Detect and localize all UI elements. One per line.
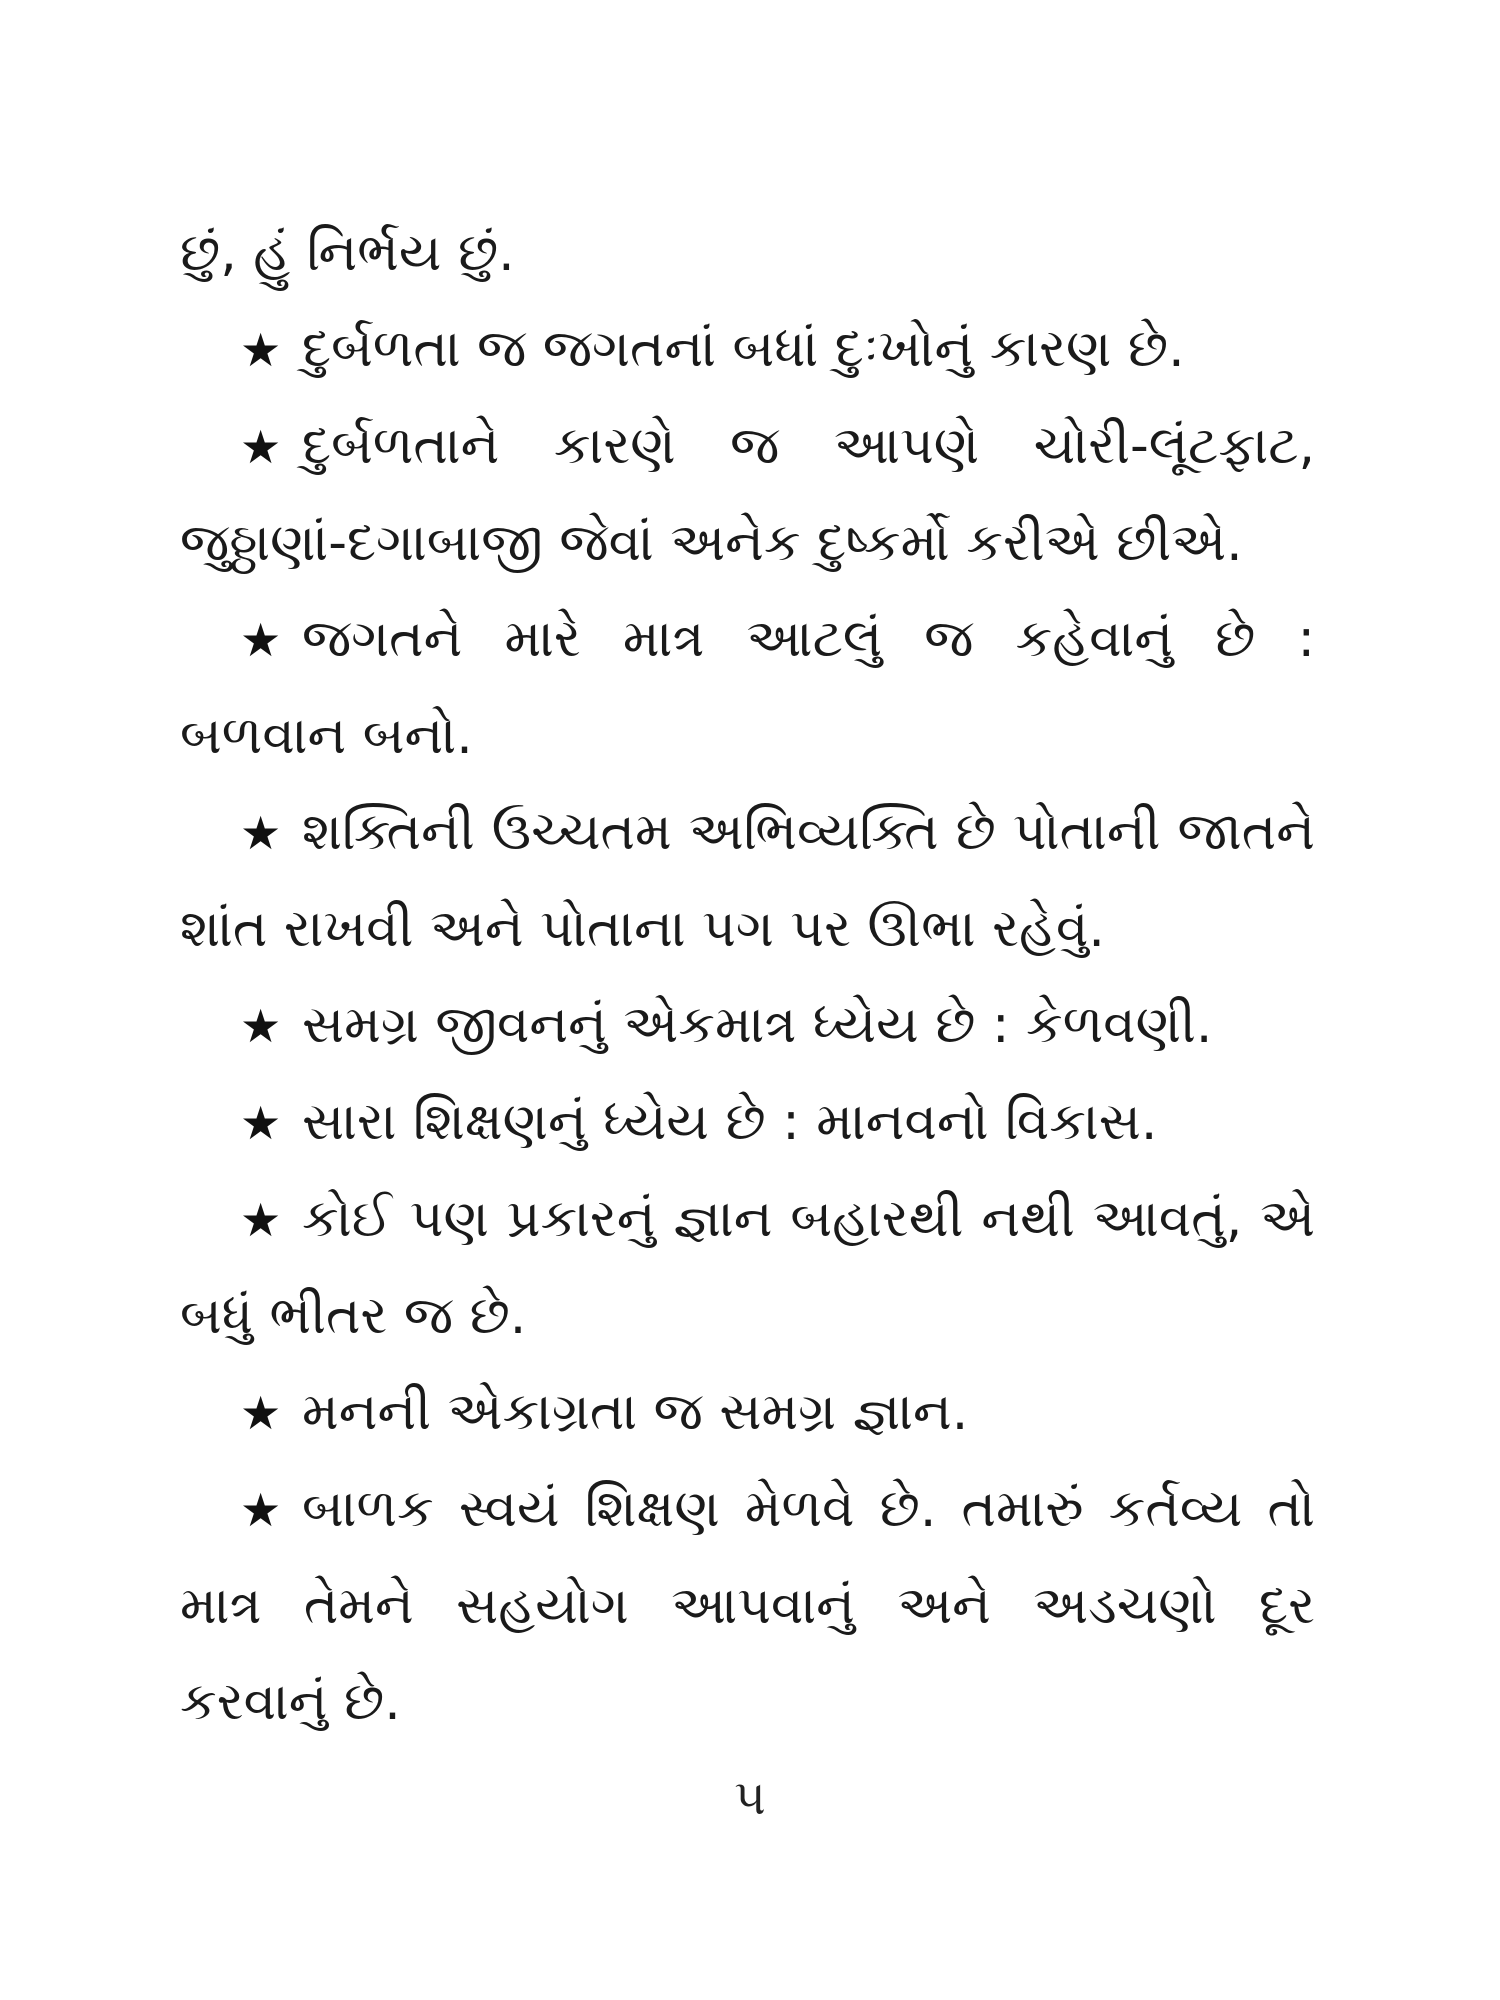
page-number: ૫ — [734, 1770, 766, 1826]
paragraph-text: છું, હું નિર્ભય છું. — [180, 223, 515, 283]
paragraph-text: કોઈ પણ પ્રકારનું જ્ઞાન બહારથી નથી આવતું, એ બધું ભીતર જ છે. — [180, 1189, 1315, 1346]
paragraph-text: સારા શિક્ષણનું ધ્યેય છે : માનવનો વિકાસ. — [302, 1092, 1158, 1152]
paragraph-text: દુર્બળતાને કારણે જ આપણે ચોરી-લૂંટફાટ, જુઠ્ઠાણાં-દગાબાજી જેવાં અનેક દુષ્કર્મો કરીએ છીએ. — [180, 416, 1315, 573]
star-icon: ★ — [240, 1096, 282, 1150]
star-icon: ★ — [240, 806, 282, 860]
bullet-paragraph — [180, 1364, 1315, 1461]
star-icon: ★ — [240, 420, 282, 474]
paragraph-text: શક્તિની ઉચ્ચતમ અભિવ્યક્તિ છે પોતાની જાતને શાંત રાખવી અને પોતાના પગ પર ઊભા રહેવું. — [180, 802, 1315, 959]
star-icon: ★ — [240, 999, 282, 1053]
paragraph-text: બાળક સ્વયં શિક્ષણ મેળવે છે. તમારું કર્તવ્ય તો માત્ર તેમને સહયોગ આપવાનું અને અડચણો દૂર કરવાનું છે. — [180, 1479, 1315, 1732]
page-body — [180, 205, 1315, 1765]
paragraph-text: જગતને મારે માત્ર આટલું જ કહેવાનું છે : બળવાન બનો. — [180, 609, 1315, 766]
bullet-paragraph — [180, 591, 1315, 784]
bullet-paragraph — [180, 977, 1315, 1074]
bullet-paragraph — [180, 1461, 1315, 1750]
star-icon: ★ — [240, 1483, 282, 1537]
paragraph-text: દુર્બળતા જ જગતનાં બધાં દુઃખોનું કારણ છે. — [302, 319, 1185, 379]
bullet-paragraph — [180, 1074, 1315, 1171]
star-icon: ★ — [240, 1386, 282, 1440]
paragraph-text: સમગ્ર જીવનનું એકમાત્ર ધ્યેય છે : કેળવણી. — [302, 995, 1213, 1055]
bullet-paragraph — [180, 301, 1315, 398]
paragraph-continuation — [180, 205, 1315, 301]
star-icon: ★ — [240, 613, 282, 667]
star-icon: ★ — [240, 1193, 282, 1247]
bullet-paragraph — [180, 784, 1315, 977]
paragraph-text: મનની એકાગ્રતા જ સમગ્ર જ્ઞાન. — [302, 1382, 969, 1442]
star-icon: ★ — [240, 323, 282, 377]
bullet-paragraph — [180, 1171, 1315, 1364]
bullet-paragraph — [180, 398, 1315, 591]
